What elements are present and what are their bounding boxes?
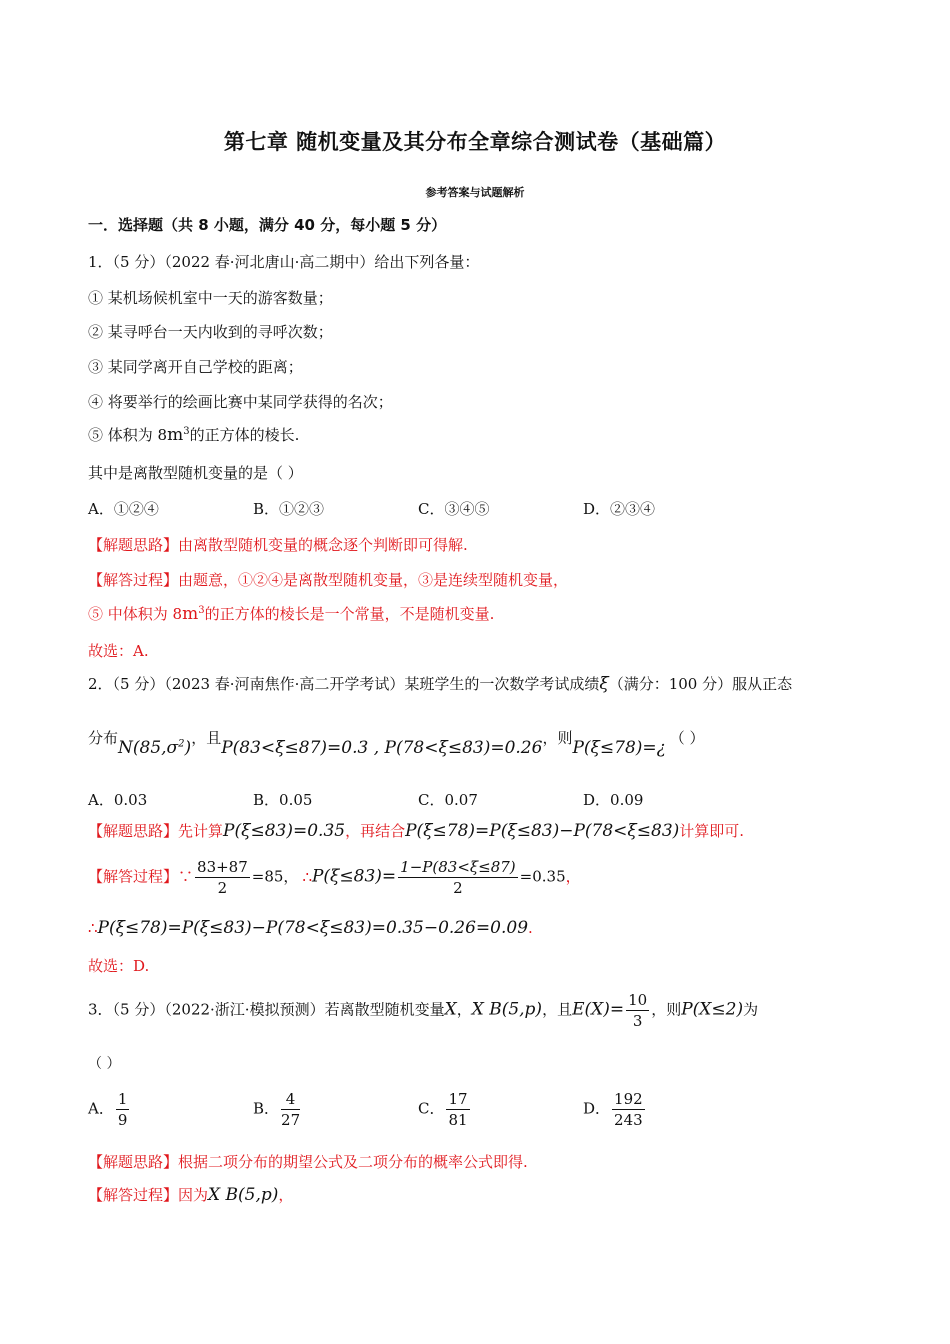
q3-process: 【解答过程】因为X B(5,p)， [88, 1185, 294, 1205]
q2-final: ∴P(ξ≤78)=P(ξ≤83)−P(78<ξ≤83)=0.35−0.26=0.09. [88, 918, 533, 938]
q1-process-2: ⑤ 中体积为 $8m^3$的正方体的棱长是一个常量，不是随机变量. [88, 604, 495, 624]
q1-option-a[interactable]: A．①②④ [88, 500, 159, 518]
page-subtitle: 参考答案与试题解析 [425, 186, 525, 199]
q3-expect-fraction: $\frac{10}{3}$ [628, 991, 648, 1030]
q2-option-b[interactable]: B．0.05 [253, 791, 313, 809]
q1-item-4: ④ 将要举行的绘画比赛中某同学获得的名次； [88, 393, 393, 411]
q2-answer: 故选：D. [88, 957, 150, 975]
q1-item-5: ⑤ 体积为 $8m^3$的正方体的棱长. [88, 425, 300, 445]
q2-option-c[interactable]: C．0.07 [418, 791, 478, 809]
q1-stem: 1．（5 分）（2022 春·河北唐山·高二期中）给出下列各量： [88, 253, 480, 271]
q2-condition-line: 分布$N(85,\sigma^2)$，且P(83<ξ≤87)=0.3 , P(78<ξ≤83)=0.26，则P(ξ≤78)=¿ （ ） [88, 729, 705, 758]
q2-fraction-1: $\frac{83+87}{2}$ [197, 858, 248, 897]
q2-option-a[interactable]: A．0.03 [88, 791, 148, 809]
q2-option-d[interactable]: D．0.09 [583, 791, 644, 809]
q2-stem: 2．（5 分）（2023 春·河南焦作·高二开学考试）某班学生的一次数学考试成绩ξ（满分：100 分）服从正态 [88, 674, 793, 694]
q1-item-2: ② 某寻呼台一天内收到的寻呼次数； [88, 323, 333, 341]
q3-option-d[interactable]: D． $\frac{192}{243}$ [583, 1090, 643, 1129]
q1-option-b[interactable]: B．①②③ [253, 500, 325, 518]
q1-item-1: ① 某机场候机室中一天的游客数量； [88, 289, 333, 307]
q1-answer: 故选：A. [88, 642, 149, 660]
q3-option-b[interactable]: B． $\frac{4}{27}$ [253, 1090, 301, 1129]
page-title: 第七章 随机变量及其分布全章综合测试卷（基础篇） [223, 130, 727, 154]
q2-hint: 【解题思路】先计算P(ξ≤83)=0.35，再结合P(ξ≤78)=P(ξ≤83)−P(78<ξ≤83)计算即可. [88, 821, 745, 841]
q3-option-c[interactable]: C． $\frac{17}{81}$ [418, 1090, 468, 1129]
q1-option-c[interactable]: C．③④⑤ [418, 500, 490, 518]
q1-item-3: ③ 某同学离开自己学校的距离； [88, 358, 303, 376]
q1-hint: 【解题思路】由离散型随机变量的概念逐个判断即可得解. [88, 536, 468, 554]
section-heading: 一．选择题（共 8 小题，满分 40 分，每小题 5 分） [88, 216, 447, 234]
q3-option-a[interactable]: A． $\frac{1}{9}$ [88, 1090, 128, 1129]
q1-question: 其中是离散型随机变量的是（ ） [88, 464, 303, 482]
q1-process: 【解答过程】由题意，①②④是离散型随机变量，③是连续型随机变量， [88, 571, 569, 589]
q2-process: 【解答过程】∵ $\frac{83+87}{2}$ =85， ∴P(ξ≤83)= $\frac{1-P(83<\xi\le 87)}{2}$ =0.35， [88, 858, 581, 897]
q3-hint: 【解题思路】根据二项分布的期望公式及二项分布的概率公式即得. [88, 1153, 528, 1171]
q2-fraction-2: $\frac{1-P(83<\xi\le 87)}{2}$ [400, 858, 516, 897]
q1-option-d[interactable]: D．②③④ [583, 500, 656, 518]
q3-stem: 3．（5 分）（2022·浙江·模拟预测）若离散型随机变量X，X B(5,p)，且E(X)= $\frac{10}{3}$ ，则P(X≤2)为 [88, 991, 759, 1030]
q3-blank: （ ） [88, 1056, 121, 1072]
